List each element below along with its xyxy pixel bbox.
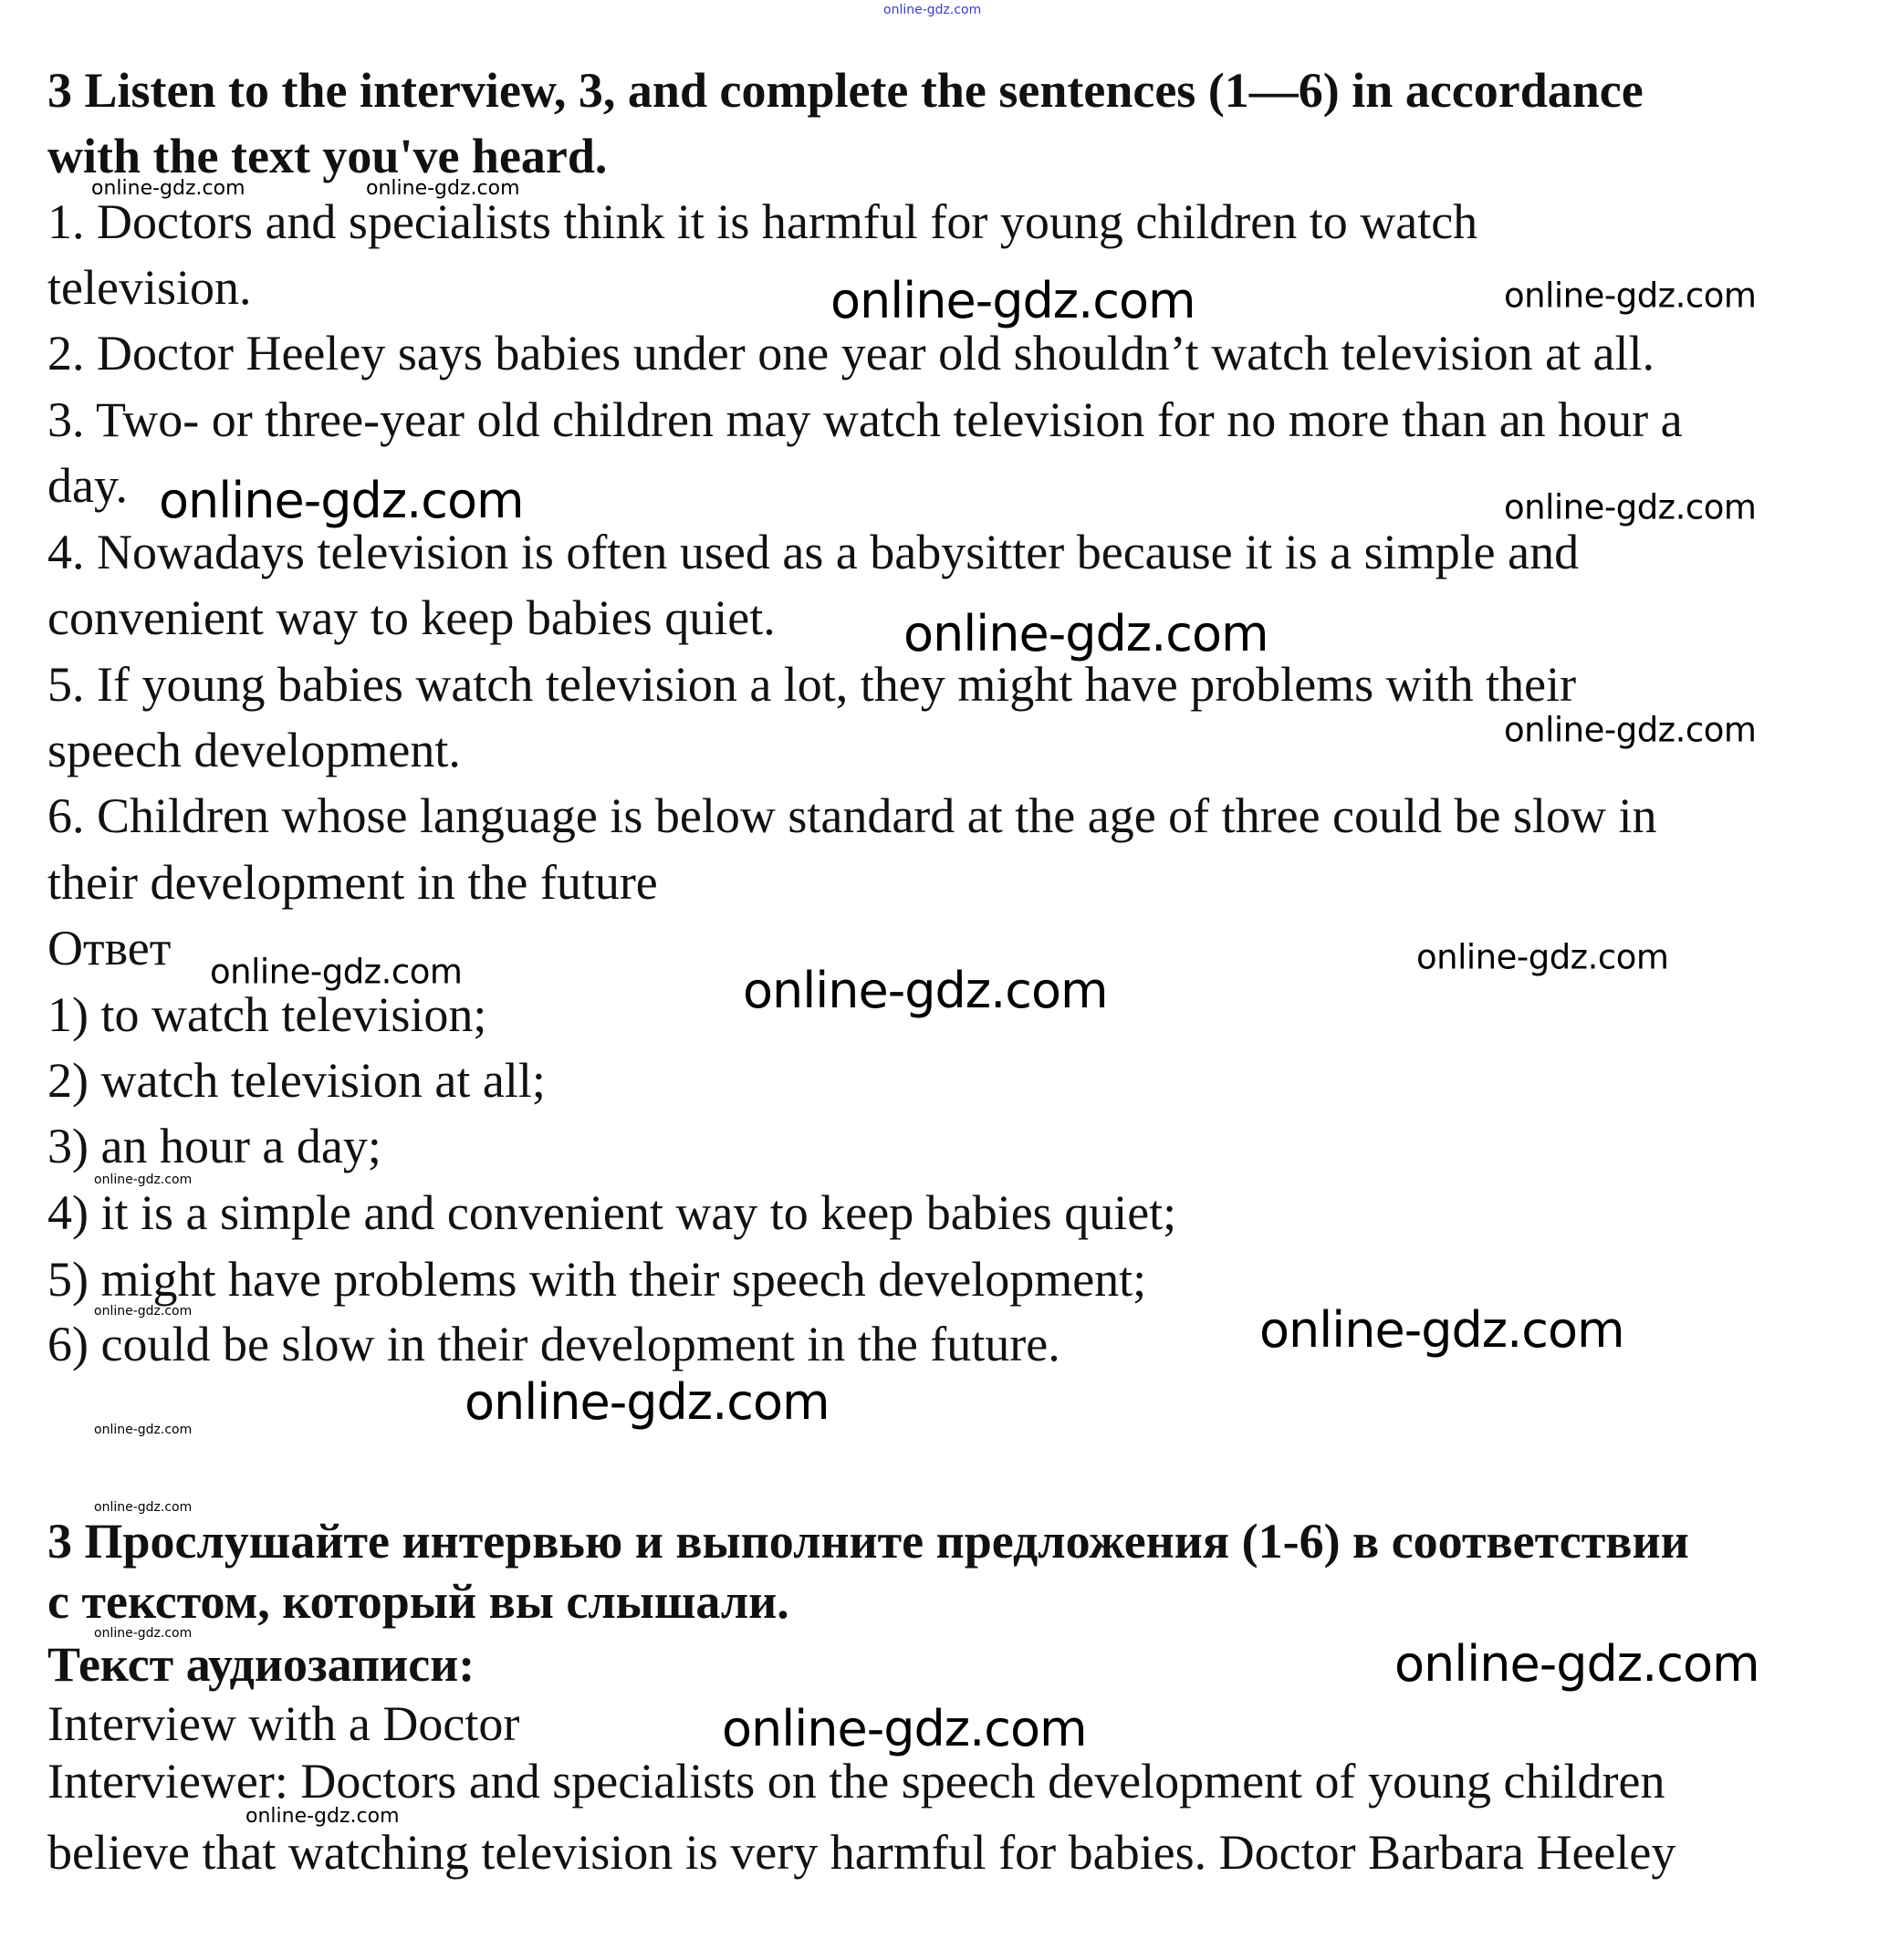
watermark: online-gdz.com	[465, 1373, 830, 1431]
watermark: online-gdz.com	[1504, 487, 1757, 527]
watermark: online-gdz.com	[159, 472, 524, 529]
ru-heading: с текстом, который вы слышали.	[47, 1574, 789, 1629]
watermark: online-gdz.com	[94, 1173, 193, 1187]
watermark: online-gdz.com	[91, 177, 245, 200]
sentence: 1. Doctors and specialists think it is harmful for young children to watch	[47, 194, 1478, 249]
transcript-line: Interview with a Doctor	[47, 1696, 520, 1751]
ru-heading: 3 Прослушайте интервью и выполните предложения (1-6) в соответствии	[47, 1514, 1689, 1569]
watermark: online-gdz.com	[1259, 1301, 1624, 1359]
watermark: online-gdz.com	[94, 1304, 193, 1319]
sentence: 4. Nowadays television is often used as a babysitter because it is a simple and	[47, 525, 1580, 579]
transcript-line: Interviewer: Doctors and specialists on the speech development of young children	[47, 1754, 1665, 1809]
watermark: online-gdz.com	[94, 1500, 193, 1515]
sentence: speech development.	[47, 723, 461, 777]
watermark: online-gdz.com	[1504, 710, 1757, 750]
watermark: online-gdz.com	[722, 1700, 1087, 1757]
sentence: 6. Children whose language is below standard at the age of three could be slow in	[47, 788, 1657, 843]
answer: 6) could be slow in their development in the future.	[47, 1317, 1060, 1371]
task-heading: 3 Listen to the interview, 3, and complete the sentences (1—6) in accordance	[47, 63, 1644, 118]
task-heading: with the text you've heard.	[47, 129, 608, 183]
transcript-label: Текст аудиозаписи:	[47, 1637, 475, 1692]
answer: 3) an hour a day;	[47, 1119, 381, 1173]
watermark: online-gdz.com	[1504, 276, 1757, 316]
watermark: online-gdz.com	[830, 272, 1195, 329]
answer: 5) might have problems with their speech development;	[47, 1252, 1147, 1307]
watermark: online-gdz.com	[903, 605, 1268, 662]
watermark: online-gdz.com	[94, 1626, 193, 1641]
watermark: online-gdz.com	[1416, 937, 1669, 977]
sentence: television.	[47, 260, 252, 315]
sentence: 2. Doctor Heeley says babies under one year old shouldn’t watch television at all.	[47, 326, 1655, 381]
sentence: convenient way to keep babies quiet.	[47, 590, 776, 645]
transcript-line: believe that watching television is very harmful for babies. Doctor Barbara Heeley	[47, 1825, 1676, 1880]
sentence: 5. If young babies watch television a lot, they might have problems with their	[47, 657, 1577, 712]
watermark: online-gdz.com	[743, 962, 1108, 1019]
sentence: their development in the future	[47, 855, 658, 910]
answer: 1) to watch television;	[47, 987, 487, 1042]
answer: 4) it is a simple and convenient way to keep babies quiet;	[47, 1185, 1177, 1240]
watermark: online-gdz.com	[366, 177, 520, 200]
watermark: online-gdz.com	[1394, 1635, 1759, 1693]
watermark: online-gdz.com	[245, 1805, 400, 1828]
answer-label: Ответ	[47, 921, 172, 975]
watermark: online-gdz.com	[883, 3, 982, 17]
watermark: online-gdz.com	[210, 952, 463, 992]
sentence: day.	[47, 458, 128, 513]
answer: 2) watch television at all;	[47, 1053, 546, 1108]
sentence: 3. Two- or three-year old children may watch television for no more than an hour a	[47, 392, 1683, 447]
watermark: online-gdz.com	[94, 1423, 193, 1437]
